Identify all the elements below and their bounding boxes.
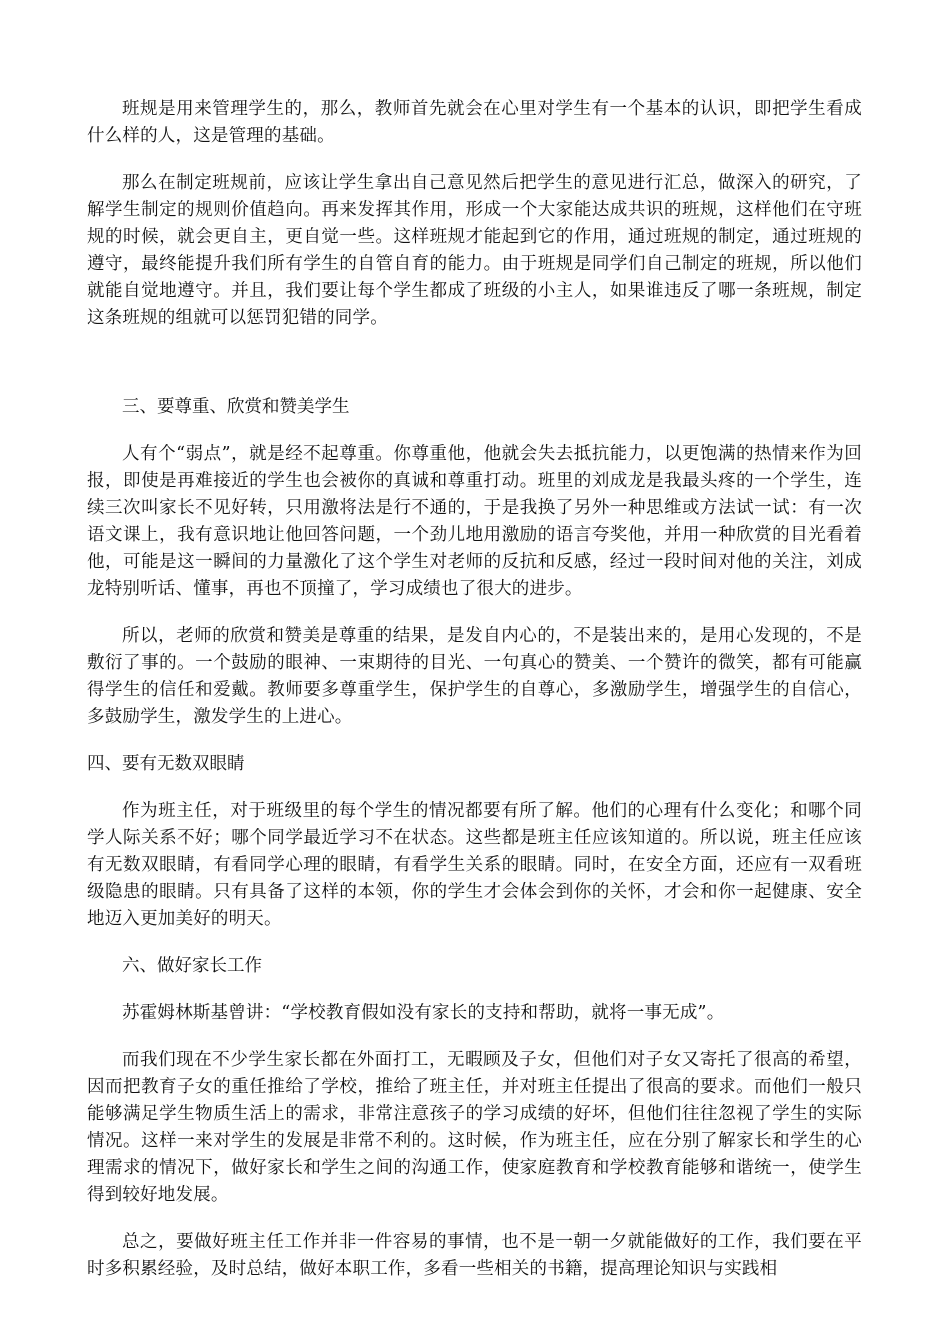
paragraph-eyes: 作为班主任，对于班级里的每个学生的情况都要有所了解。他们的心理有什么变化；和哪个同学人际关系不好；哪个同学最近学习不在状态。这些都是班主任应该知道的。所以说，班主任应该有无数双眼睛，有看同学心理的眼睛，有看学生关系的眼睛。同时，在安全方面，还应有一双看班级隐患的眼睛。只有具备了这样的本领，你的学生才会体会到你的关怀，才会和你一起健康、安全地迈入更加美好的明天。 [87,801,862,929]
paragraph-appreciation: 所以，老师的欣赏和赞美是尊重的结果，是发自内心的，不是装出来的，是用心发现的，不是敷衍了事的。一个鼓励的眼神、一束期待的目光、一句真心的赞美、一个赞许的微笑，都有可能赢得学生的信任和爱戴。教师要多尊重学生，保护学生的自尊心，多激励学生，增强学生的自信心，多鼓励学生，激发学生的上进心。 [87,626,862,727]
paragraph-class-rules-making: 那么在制定班规前，应该让学生拿出自己意见然后把学生的意见进行汇总，做深入的研究，了解学生制定的规则价值趋向。再来发挥其作用，形成一个大家能达成共识的班规，这样他们在守班规的时候，就会更自主，更自觉一些。这样班规才能起到它的作用，通过班规的制定，通过班规的遵守，最终能提升我们所有学生的自管自育的能力。由于班规是同学们自己制定的班规，所以他们就能自觉地遵守。并且，我们要让每个学生都成了班级的小主人，如果谁违反了哪一条班规，制定这条班规的组就可以惩罚犯错的同学。 [87,173,862,328]
paragraph-conclusion: 总之，要做好班主任工作并非一件容易的事情，也不是一朝一夕就能做好的工作，我们要在平时多积累经验，及时总结，做好本职工作，多看一些相关的书籍，提高理论知识与实践相 [87,1232,862,1279]
section-heading-eyes: 四、要有无数双眼睛 [87,754,245,774]
paragraph-class-rules-intro: 班规是用来管理学生的，那么，教师首先就会在心里对学生有一个基本的认识，即把学生看成什么样的人，这是管理的基础。 [87,99,862,146]
paragraph-parents: 而我们现在不少学生家长都在外面打工，无暇顾及子女，但他们对子女又寄托了很高的希望，因而把教育子女的重任推给了学校，推给了班主任，并对班主任提出了很高的要求。而他们一般只能够满足学生物质生活上的需求，非常注意孩子的学习成绩的好坏，但他们往往忽视了学生的实际情况。这样一来对学生的发展是非常不利的。这时候，作为班主任，应在分别了解家长和学生的心理需求的情况下，做好家长和学生之间的沟通工作，使家庭教育和学校教育能够和谐统一，使学生得到较好地发展。 [87,1050,862,1205]
paragraph-quote: 苏霍姆林斯基曾讲：“学校教育假如没有家长的支持和帮助，就将一事无成”。 [122,1003,725,1023]
section-heading-respect: 三、要尊重、欣赏和赞美学生 [122,397,350,417]
section-spacer [87,352,862,394]
section-heading-parents: 六、做好家长工作 [122,956,262,976]
paragraph-respect-example: 人有个“弱点”，就是经不起尊重。你尊重他，他就会失去抵抗能力，以更饱满的热情来作为回报，即使是再难接近的学生也会被你的真诚和尊重打动。班里的刘成龙是我最头疼的一个学生，连续三次叫家长不见好转，只用激将法是行不通的，于是我换了另外一种思维或方法试一试：有一次语文课上，我有意识地让他回答问题，一个劲儿地用激励的语言夸奖他，并用一种欣赏的目光看着他，可能是这一瞬间的力量激化了这个学生对老师的反抗和反感，经过一段时间对他的关注，刘成龙特别听话、懂事，再也不顶撞了，学习成绩也了很大的进步。 [87,444,862,599]
document-page [87,96,862,1303]
